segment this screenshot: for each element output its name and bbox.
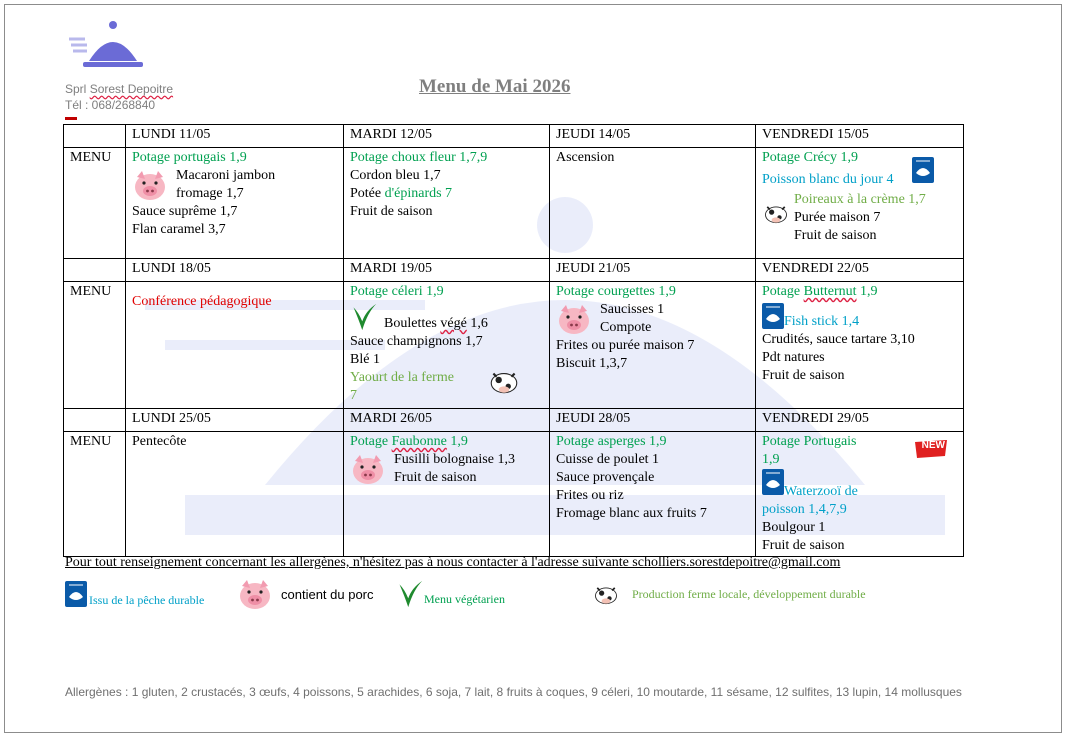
holiday-line: Pentecôte [132, 434, 187, 449]
pig-icon [132, 167, 168, 203]
msc-fish-icon [65, 581, 87, 607]
legend-farm [592, 574, 866, 614]
msc-fish-icon [912, 157, 934, 183]
new-badge-text: NEW [921, 440, 945, 451]
day-header: LUNDI 25/05 [126, 409, 344, 432]
soup-line: Potage Faubonne 1,9 [350, 434, 468, 449]
dessert-line: Fruit de saison [794, 228, 877, 243]
week-header-row [64, 259, 964, 282]
row-label: MENU [64, 148, 126, 259]
dish-line: Blé 1 [350, 352, 380, 367]
day-header: MARDI 19/05 [344, 259, 550, 282]
dish-line: Potée d'épinards 7 [350, 186, 453, 201]
day-header: JEUDI 14/05 [550, 125, 756, 148]
cloche-logo-icon [67, 17, 149, 77]
vegetarian-v-icon [350, 301, 378, 333]
menu-table [63, 124, 964, 557]
cow-icon [592, 580, 620, 608]
legend-veg-label: Menu végétarien [424, 591, 505, 606]
dessert-line: Fruit de saison [350, 204, 433, 219]
soup-line: Potage Butternut 1,9 [762, 284, 878, 299]
fish-line: Poisson blanc du jour 4 [762, 172, 894, 187]
company-name: Sorest Depoitre [89, 82, 174, 96]
dessert-line: Fruit de saison [394, 470, 477, 485]
menu-row [64, 148, 964, 259]
dessert-allergen: 7 [350, 388, 357, 403]
dessert-line: Biscuit 1,3,7 [556, 356, 628, 371]
legend-farm-label: Production ferme locale, développement durable [632, 586, 866, 601]
allergen-contact-note: Pour tout renseignement concernant les allergènes, n'hésitez pas à nous contacter à l'adresse suivante scholliers.sorestdepoitre@gmail.com [65, 555, 841, 570]
soup-line: Potage courgettes 1,9 [556, 284, 676, 299]
legend-pork-label: contient du porc [281, 586, 374, 602]
soup-line: 1,9 [762, 452, 780, 467]
fish-line: Fish stick 1,4 [784, 314, 860, 329]
day-header: LUNDI 18/05 [126, 259, 344, 282]
menu-cell: Potage céleri 1,9 Boulettes végé 1,6 Sauce champignons 1,7 Blé 1 Yaourt de la ferme 7 [344, 282, 550, 409]
menu-cell [550, 148, 756, 259]
dish-line: Frites ou purée maison 7 [556, 338, 695, 353]
day-header: VENDREDI 29/05 [756, 409, 964, 432]
main-dish-line: Macaroni jambon [176, 168, 276, 183]
dish-line: Cuisse de poulet 1 [556, 452, 660, 467]
dessert-line: Fruit de saison [762, 368, 845, 383]
red-marker [65, 117, 77, 120]
company-info [65, 81, 173, 113]
dish-line: Frites ou riz [556, 488, 624, 503]
msc-fish-icon [762, 303, 784, 329]
dessert-line: Fruit de saison [762, 538, 845, 553]
soup-line: Potage céleri 1,9 [350, 284, 444, 299]
day-header: MARDI 12/05 [344, 125, 550, 148]
day-header: VENDREDI 15/05 [756, 125, 964, 148]
dish-line: Boulgour 1 [762, 520, 826, 535]
soup-line: Potage choux fleur 1,7,9 [350, 150, 488, 165]
dessert-line: Flan caramel 3,7 [132, 222, 226, 237]
pig-icon [350, 451, 386, 487]
week-header-row [64, 125, 964, 148]
soup-line: Potage Portugais [762, 434, 857, 449]
menu-cell [126, 432, 344, 557]
side-line: Sauce suprême 1,7 [132, 204, 238, 219]
dish-line: Purée maison 7 [794, 210, 881, 225]
menu-cell [126, 148, 344, 259]
allergen-list: Allergènes : 1 gluten, 2 crustacés, 3 œufs, 4 poissons, 5 arachides, 6 soja, 7 lait, 8 fruits à coques, 9 céleri, 10 moutarde, 11 sésame, 12 sulfites, 13 lupin, 14 mollusques [65, 685, 962, 699]
dish-line: Poireaux à la crème 1,7 [794, 192, 926, 207]
menu-cell [550, 432, 756, 557]
day-header: MARDI 26/05 [344, 409, 550, 432]
dish-line: Fusilli bolognaise 1,3 [394, 452, 515, 467]
cow-icon [762, 199, 790, 227]
day-header: JEUDI 21/05 [550, 259, 756, 282]
menu-cell [126, 282, 344, 409]
msc-fish-icon [762, 469, 784, 495]
legend-pork [237, 574, 374, 614]
dish-line: Crudités, sauce tartare 3,10 [762, 332, 915, 347]
soup-line: Potage portugais 1,9 [132, 150, 247, 165]
cow-icon [487, 364, 521, 398]
dish-line: Sauce provençale [556, 470, 655, 485]
row-label: MENU [64, 282, 126, 409]
dish-line: Cordon bleu 1,7 [350, 168, 441, 183]
menu-cell [344, 148, 550, 259]
fish-line: Waterzooï de [784, 484, 858, 499]
menu-cell [756, 148, 964, 259]
menu-cell [550, 282, 756, 409]
soup-line: Potage asperges 1,9 [556, 434, 667, 449]
dish-line: Sauce champignons 1,7 [350, 334, 483, 349]
day-header: JEUDI 28/05 [550, 409, 756, 432]
dish-line: Saucisses 1 [600, 302, 665, 317]
menu-cell [756, 432, 964, 557]
menu-row [64, 282, 964, 409]
main-dish-line: fromage 1,7 [176, 186, 244, 201]
menu-cell [344, 432, 550, 557]
row-label: MENU [64, 432, 126, 557]
legend-veg [396, 574, 505, 614]
pig-icon [237, 576, 273, 612]
legend-fish-label: Issu de la pêche durable [89, 592, 205, 607]
dessert-line: Yaourt de la ferme [350, 370, 454, 385]
pig-icon [556, 301, 592, 337]
fish-line: poisson 1,4,7,9 [762, 502, 847, 517]
company-phone: Tél : 068/268840 [65, 98, 156, 112]
dessert-line: Fromage blanc aux fruits 7 [556, 506, 707, 521]
soup-line: Potage Crécy 1,9 [762, 150, 859, 165]
vegetarian-v-icon [396, 577, 424, 611]
day-header: LUNDI 11/05 [126, 125, 344, 148]
day-header: VENDREDI 22/05 [756, 259, 964, 282]
company-prefix: Sprl [65, 82, 87, 96]
legend-fish [65, 574, 204, 614]
dish-line: Compote [600, 320, 652, 335]
dish-line: Pdt natures [762, 350, 825, 365]
event-line: Conférence pédagogique [132, 294, 272, 309]
menu-row [64, 432, 964, 557]
page-title: Menu de Mai 2026 [419, 76, 571, 97]
menu-cell [756, 282, 964, 409]
holiday-line: Ascension [556, 150, 615, 165]
week-header-row [64, 409, 964, 432]
